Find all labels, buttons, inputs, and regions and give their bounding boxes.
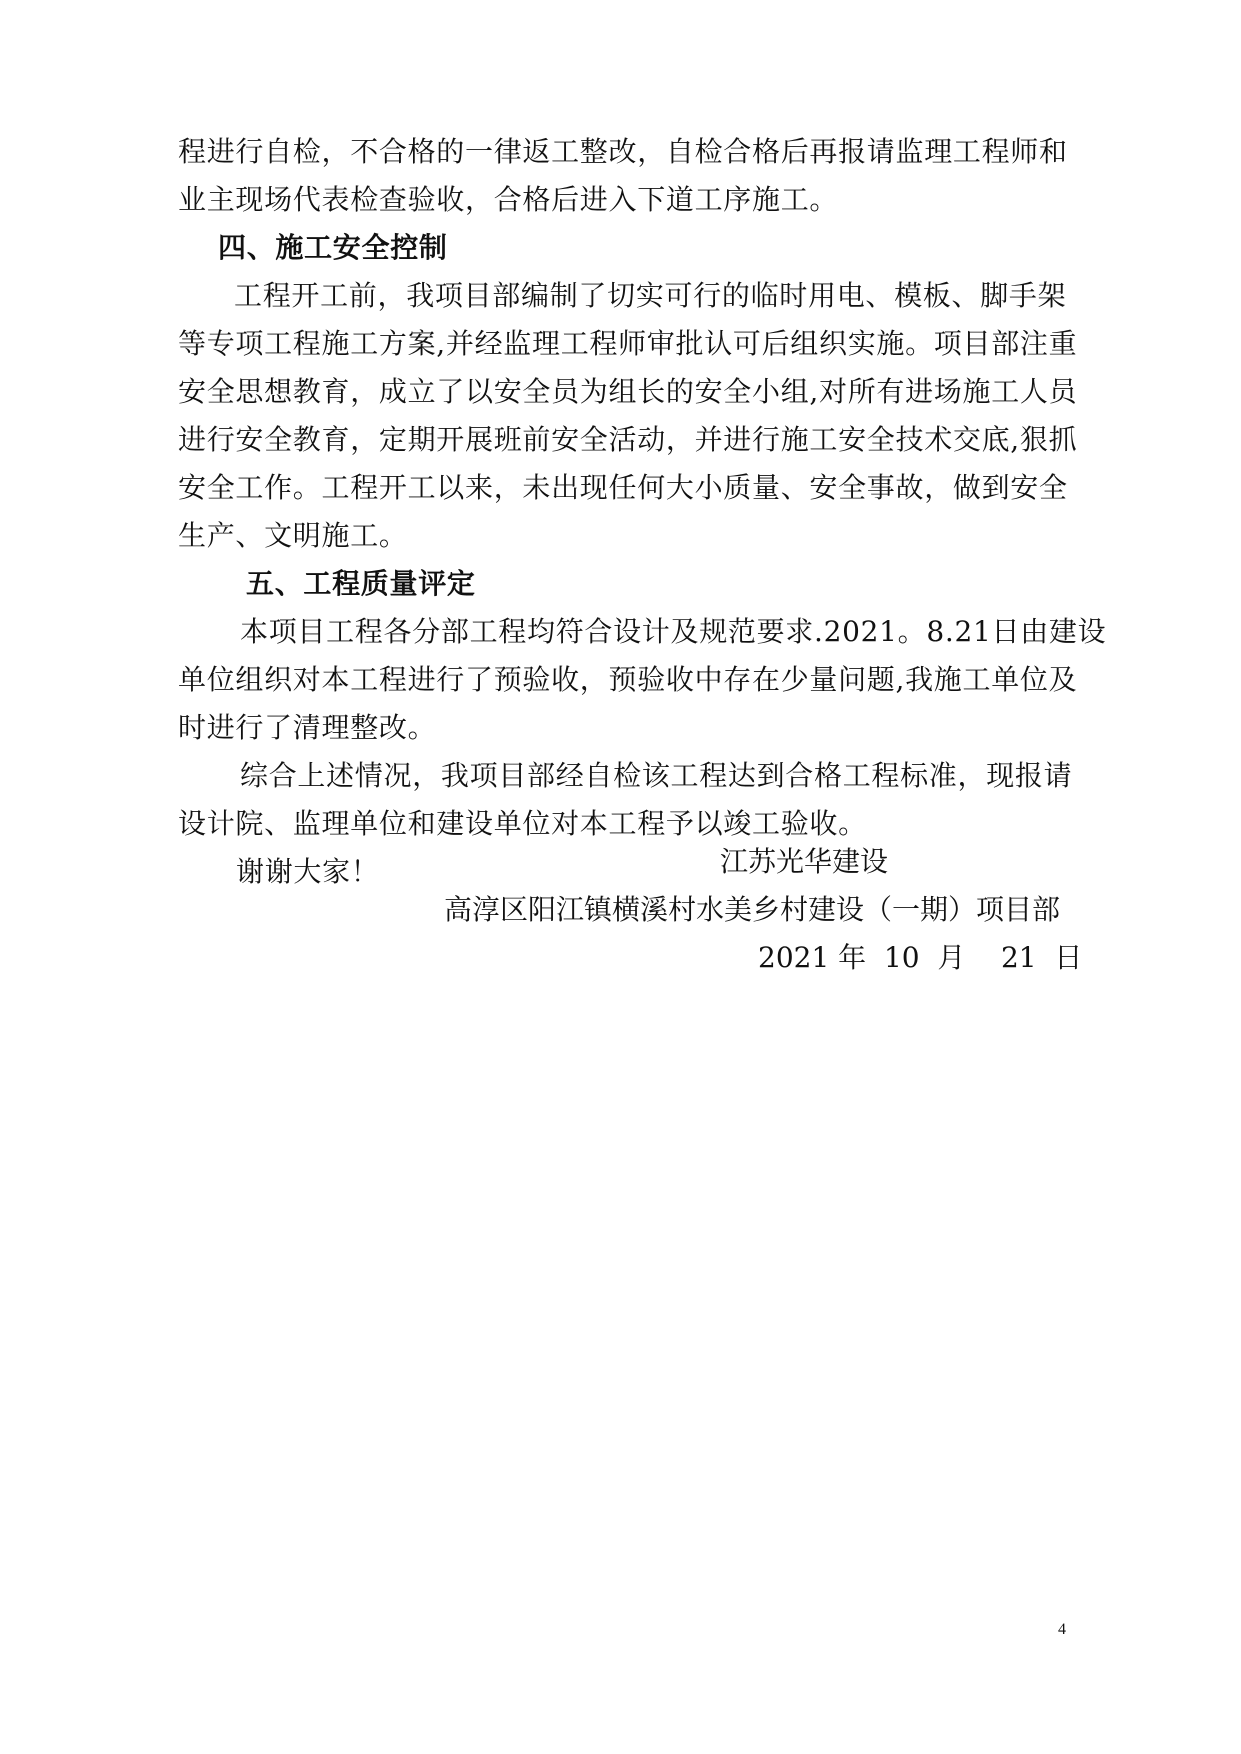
section-heading-quality: 五、工程质量评定 (246, 567, 476, 600)
paragraph-line: 程进行自检，不合格的一律返工整改，自检合格后再报请监理工程师和 (178, 135, 1068, 168)
paragraph-line: 本项目工程各分部工程均符合设计及规范要求.2021。8.21日由建设 (240, 615, 1107, 648)
section-heading-safety: 四、施工安全控制 (218, 231, 448, 264)
paragraph-line: 安全思想教育，成立了以安全员为组长的安全小组,对所有进场施工人员 (178, 375, 1078, 408)
paragraph-line: 进行安全教育，定期开展班前安全活动，并进行施工安全技术交底,狠抓 (178, 423, 1078, 456)
paragraph-line: 时进行了清理整改。 (178, 711, 437, 744)
closing-line: 谢谢大家！ (236, 855, 380, 888)
page-number: 4 (1058, 1621, 1066, 1638)
document-body (178, 128, 1107, 896)
paragraph-line: 等专项工程施工方案,并经监理工程师审批认可后组织实施。项目部注重 (178, 327, 1078, 360)
paragraph-line: 业主现场代表检查验收，合格后进入下道工序施工。 (178, 183, 839, 216)
signature-company: 江苏光华建设 (720, 845, 889, 878)
paragraph-line: 安全工作。工程开工以来，未出现任何大小质量、安全事故，做到安全 (178, 471, 1068, 504)
paragraph-line: 工程开工前，我项目部编制了切实可行的临时用电、模板、脚手架 (234, 279, 1067, 312)
paragraph-line: 设计院、监理单位和建设单位对本工程予以竣工验收。 (178, 807, 867, 840)
signature-department: 高淳区阳江镇横溪村水美乡村建设（一期）项目部 (444, 893, 1061, 926)
paragraph-line: 单位组织对本工程进行了预验收，预验收中存在少量问题,我施工单位及 (178, 663, 1078, 696)
signature-date: 2021 年 10 月 21 日 (758, 941, 1083, 974)
paragraph-line: 生产、文明施工。 (178, 519, 408, 552)
paragraph-line: 综合上述情况，我项目部经自检该工程达到合格工程标准，现报请 (240, 759, 1073, 792)
